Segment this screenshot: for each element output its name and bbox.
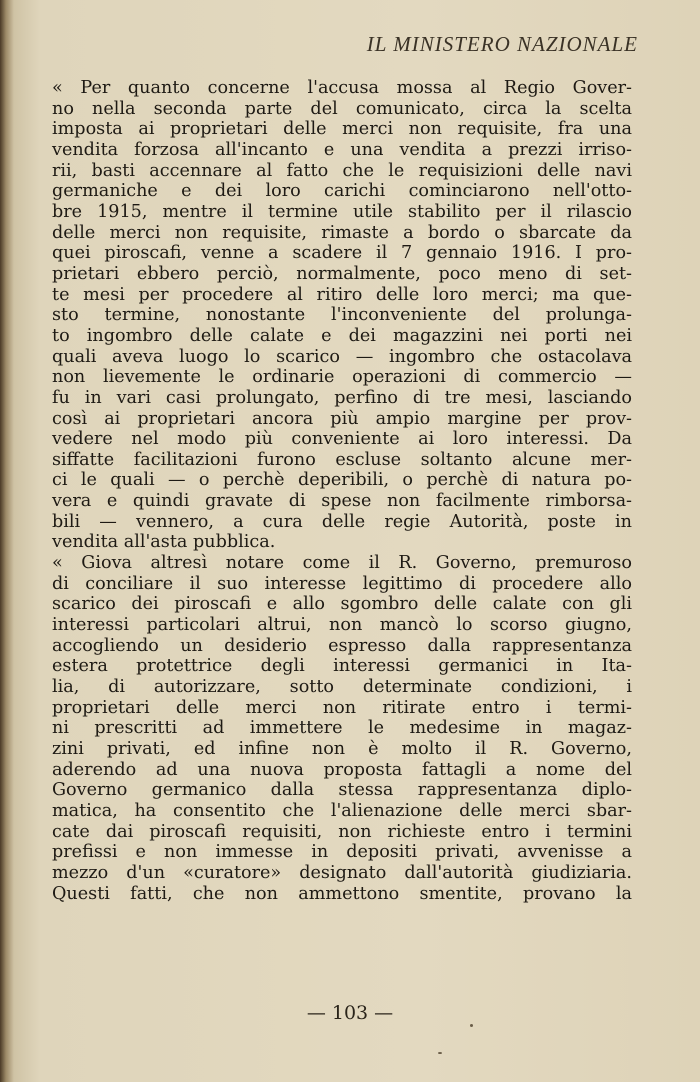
text-line: interessi particolari altrui, non mancò lo scorso giugno, (52, 615, 632, 636)
text-line: di conciliare il suo interesse legittimo di procedere allo (52, 573, 632, 594)
text-line: fu in vari casi prolungato, perfino di tre mesi, lasciando (52, 387, 632, 408)
text-line: bre 1915, mentre il termine utile stabilito per il rilascio (52, 201, 632, 222)
text-line: Governo germanico dalla stessa rappresentanza diplo- (52, 780, 632, 801)
text-line: ci le quali — o perchè deperibili, o perchè di natura po- (52, 470, 632, 491)
paper-speck (438, 1052, 442, 1054)
text-line: « Giova altresì notare come il R. Governo, premuroso (52, 553, 632, 574)
paragraph-1 (52, 78, 632, 553)
text-line: mezzo d'un «curatore» designato dall'autorità giudiziaria. (52, 862, 632, 883)
paper-speck (470, 1024, 473, 1027)
text-line: vendita forzosa all'incanto e una vendita a prezzi irriso- (52, 139, 632, 160)
running-head: IL MINISTERO NAZIONALE (366, 32, 638, 56)
text-line: quali aveva luogo lo scarico — ingombro che ostacolava (52, 346, 632, 367)
text-line: quei piroscafi, venne a scadere il 7 gennaio 1916. I pro- (52, 243, 632, 264)
text-line: aderendo ad una nuova proposta fattagli a nome del (52, 759, 632, 780)
text-line: rii, basti accennare al fatto che le requisizioni delle navi (52, 160, 632, 181)
text-line: germaniche e dei loro carichi cominciarono nell'otto- (52, 181, 632, 202)
text-line: proprietari delle merci non ritirate entro i termi- (52, 697, 632, 718)
text-line: no nella seconda parte del comunicato, circa la scelta (52, 98, 632, 119)
text-line: zini privati, ed infine non è molto il R. Governo, (52, 739, 632, 759)
text-line: vendita all'asta pubblica. (52, 532, 276, 553)
text-line: cate dai piroscafi requisiti, non richieste entro i termini (52, 821, 632, 842)
page-number: — 103 — (306, 1002, 394, 1024)
body-text (52, 78, 632, 904)
text-line: siffatte facilitazioni furono escluse soltanto alcune mer- (52, 449, 632, 470)
text-line: to ingombro delle calate e dei magazzini nei porti nei (52, 325, 632, 346)
text-line: bili — vennero, a cura delle regie Autorità, poste in (52, 511, 632, 532)
paragraph-2 (52, 553, 632, 904)
text-line: accogliendo un desiderio espresso dalla rappresentanza (52, 635, 632, 656)
text-line: sto termine, nonostante l'inconveniente del prolunga- (52, 305, 632, 326)
text-line: non lievemente le ordinarie operazioni di commercio — (52, 367, 632, 388)
text-line: matica, ha consentito che l'alienazione delle merci sbar- (52, 800, 632, 821)
text-line: ni prescritti ad immettere le medesime in magaz- (52, 718, 632, 739)
text-line: vera e quindi gravate di spese non facilmente rimborsa- (52, 491, 632, 512)
text-line: Questi fatti, che non ammettono smentite, provano la (52, 883, 632, 904)
text-line: vedere nel modo più conveniente ai loro interessi. Da (52, 429, 632, 450)
text-line: estera protettrice degli interessi germanici in Ita- (52, 656, 632, 677)
text-line: prefissi e non immesse in depositi privati, avvenisse a (52, 842, 632, 863)
text-line: « Per quanto concerne l'accusa mossa al Regio Gover- (52, 78, 632, 98)
text-line: scarico dei piroscafi e allo sgombro delle calate con gli (52, 594, 632, 615)
text-line: te mesi per procedere al ritiro delle loro merci; ma que- (52, 284, 632, 305)
text-line: imposta ai proprietari delle merci non requisite, fra una (52, 119, 632, 140)
text-line: prietari ebbero perciò, normalmente, poco meno di set- (52, 263, 632, 284)
text-line: così ai proprietari ancora più ampio margine per prov- (52, 408, 632, 429)
text-line: delle merci non requisite, rimaste a bordo o sbarcate da (52, 222, 632, 243)
text-line: lia, di autorizzare, sotto determinate condizioni, i (52, 677, 632, 698)
